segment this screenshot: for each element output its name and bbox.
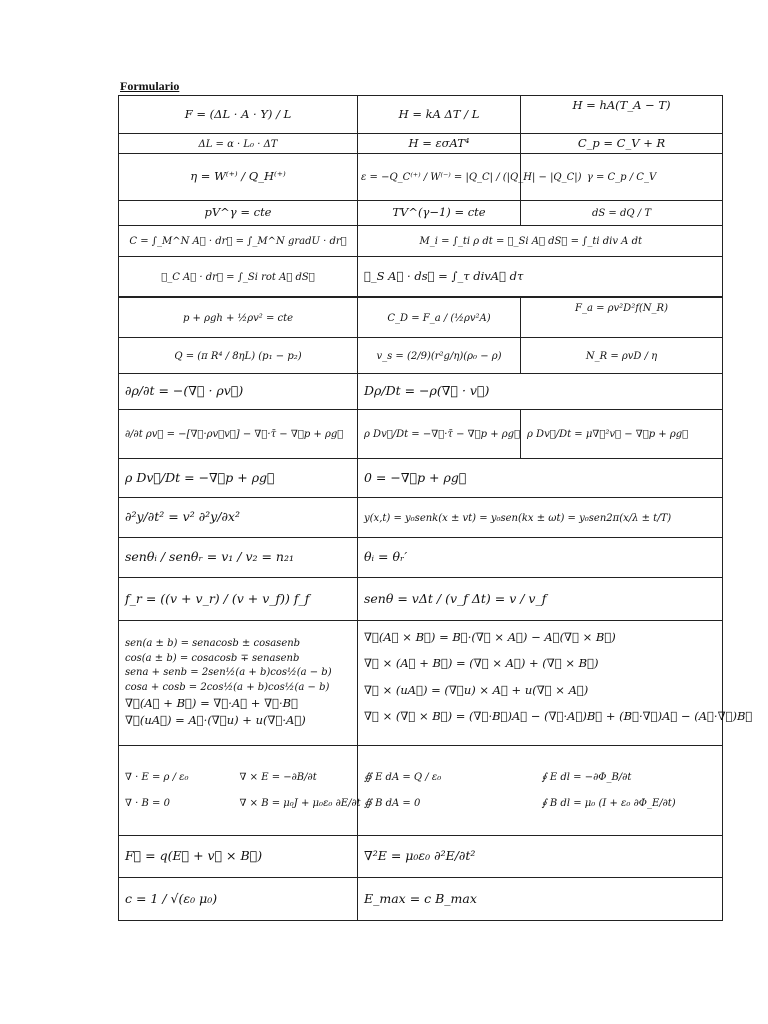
formula-cell (358, 154, 582, 201)
formula-entropy: dS = dQ / T (592, 208, 651, 220)
formula-drag-force: F_a = ρv²D²f(N_R) (575, 303, 668, 314)
formula-cell (119, 878, 358, 921)
formula-cell (521, 410, 723, 459)
identity-curl-sum: ∇⃗ × (A⃗ + B⃗) = (∇⃗ × A⃗) + (∇⃗ × B⃗) (364, 656, 599, 671)
formula-cell (358, 538, 723, 578)
formula-cell (358, 298, 521, 338)
formula-table-thermo (118, 95, 723, 297)
formula-reynolds: N_R = ρvD / η (585, 350, 658, 362)
formula-hydrostatic: 0 = −∇⃗p + ρg⃗ (364, 469, 467, 485)
formula-momentum-material: ρ Dv⃗/Dt = −∇⃗·τ̄ − ∇⃗p + ρg⃗ (364, 429, 521, 441)
identity-curl-product: ∇⃗ × (uA⃗) = (∇⃗u) × A⃗ + u(∇⃗ × A⃗) (364, 682, 589, 697)
formula-cell (358, 621, 753, 746)
formula-cell (119, 338, 358, 374)
formula-continuity-material: Dρ/Dt = −ρ(∇⃗ · v⃗) (364, 383, 490, 399)
maxwell-faraday-differential: ∇ × E = −∂B/∂t (239, 771, 317, 783)
formula-cell (358, 410, 521, 459)
formula-cell (119, 257, 358, 297)
maxwell-gauss-differential: ∇ · E = ρ / ε₀ (125, 771, 189, 783)
formula-cell (358, 338, 521, 374)
formula-gauss-divergence: ∯_S A⃗ · ds⃗ = ∫_τ divA⃗ dτ (364, 268, 524, 283)
formula-wave-function: y(x,t) = y₀senk(x ± vt) = y₀sen(kx ± ωt) = y₀sen2π(x/λ ± t/T) (364, 512, 672, 524)
formula-cell (119, 226, 358, 257)
formula-cell (358, 374, 723, 410)
formula-mach-cone: senθ = vΔt / (v_f Δt) = v / v_f (364, 590, 547, 606)
formula-em-wave-equation: ∇²E = μ₀ε₀ ∂²E/∂t² (364, 848, 476, 864)
formula-momentum: ∂/∂t ρv⃗ = −[∇⃗·ρv⃗v⃗] − ∇⃗·τ̄ − ∇⃗p + ρg⃗ (125, 429, 344, 441)
formula-cell (119, 410, 358, 459)
formula-cell (521, 134, 723, 154)
formula-adiabatic-tv: TV^(γ−1) = cte (392, 205, 486, 220)
formula-cell (358, 459, 723, 498)
formula-cell (521, 201, 723, 226)
formula-continuity: ∂ρ/∂t = −(∇⃗ · ρv⃗) (125, 383, 244, 399)
formula-snell: senθᵢ / senθᵣ = v₁ / v₂ = n₂₁ (125, 549, 295, 565)
maxwell-gauss-integral: ∯ E dA = Q / ε₀ (364, 771, 442, 783)
formula-cell (119, 154, 358, 201)
formula-field-ratio: E_max = c B_max (364, 890, 477, 906)
formula-cell (119, 96, 358, 134)
formula-reflection: θᵢ = θᵣ′ (364, 549, 408, 565)
formula-cell (358, 498, 723, 538)
formula-adiabatic-pv: pV^γ = cte (204, 205, 272, 220)
formula-cell (119, 201, 358, 226)
maxwell-gauss-magnetic-integral: ∯ B dA = 0 (364, 797, 421, 809)
formula-mayer: C_p = C_V + R (577, 135, 666, 150)
formula-cell (521, 298, 723, 338)
formula-speed-of-light: c = 1 / √(ε₀ μ₀) (125, 890, 218, 906)
identity-div-sum: ∇⃗(A⃗ + B⃗) = ∇⃗·A⃗ + ∇⃗·B⃗ (125, 696, 299, 711)
formula-young-modulus: F = (ΔL · A · Y) / L (184, 106, 292, 121)
formula-euler: ρ Dv⃗/Dt = −∇⃗p + ρg⃗ (125, 469, 275, 485)
formula-cell (119, 578, 358, 621)
formula-circulation: C = ∫_M^N A⃗ · dr⃗ = ∫_M^N gradU · dr⃗ (129, 236, 347, 248)
formula-cell (358, 201, 521, 226)
maxwell-ampere-integral: ∮ B dl = μ₀ (I + ε₀ ∂Φ_E/∂t) (541, 797, 676, 809)
formula-cell (119, 621, 358, 746)
formula-cell (119, 538, 358, 578)
identity-div-cross: ∇⃗(A⃗ × B⃗) = B⃗·(∇⃗ × A⃗) − A⃗(∇⃗ × B⃗) (364, 630, 616, 644)
formula-table-fluids-waves (118, 297, 753, 921)
formula-cell (358, 878, 723, 921)
identity-cos-add: cosa + cosb = 2cos½(a + b)cos½(a − b) (125, 681, 330, 693)
formula-stokes: ∮_C A⃗ · dr⃗ = ∫_Si rot A⃗ dS⃗ (161, 271, 315, 283)
formula-cell (119, 836, 358, 878)
formula-cell (119, 746, 361, 836)
formula-radiation: H = εσAT⁴ (408, 135, 470, 150)
formula-efficiency: η = W⁽⁺⁾ / Q_H⁽⁺⁾ (190, 169, 286, 184)
formula-poiseuille: Q = (π R⁴ / 8ηL) (p₁ − p₂) (174, 350, 302, 362)
identity-div-product: ∇⃗(uA⃗) = A⃗·(∇⃗u) + u(∇⃗·A⃗) (125, 713, 306, 727)
formula-heat-conduction: H = kA ΔT / L (398, 106, 480, 121)
identity-curl-curl: ∇⃗ × (∇⃗ × B⃗) = (∇⃗·B⃗)A⃗ − (∇⃗·A⃗)B⃗ + (B⃗·∇⃗)A⃗ − (A⃗·∇⃗)B⃗ (364, 709, 753, 724)
formula-cell (521, 338, 723, 374)
identity-cos-sum: cos(a ± b) = cosacosb ∓ senasenb (125, 652, 300, 664)
identity-sen-add: sena + senb = 2sen½(a + b)cos½(a − b) (125, 667, 332, 679)
maxwell-faraday-integral: ∮ E dl = −∂Φ_B/∂t (541, 771, 632, 783)
identity-sen-sum: sen(a ± b) = senacosb ± cosasenb (125, 638, 301, 650)
formula-cell (119, 134, 358, 154)
formula-wave-equation: ∂²y/∂t² = v² ∂²y/∂x² (125, 509, 240, 525)
document-title: Formulario (120, 79, 180, 93)
formula-lorentz-force: F⃗ = q(E⃗ + v⃗ × B⃗) (125, 848, 263, 864)
formula-bernoulli: p + ρgh + ½ρv² = cte (182, 312, 294, 324)
formula-doppler: f_r = ((v + v_r) / (v + v_f)) f_f (125, 590, 310, 606)
formula-flux: M_i = ∫_ti ρ dt = ∮_Si A⃗ dS⃗ = ∫_ti div A dt (419, 236, 642, 248)
formula-cell (358, 134, 521, 154)
formula-cell (119, 374, 358, 410)
formula-cell (358, 746, 723, 836)
formula-cell (119, 298, 358, 338)
formula-heat-convection: H = hA(T_A − T) (572, 98, 671, 112)
formula-drag-coefficient: C_D = F_a / (½ρv²A) (387, 312, 491, 324)
maxwell-ampere-differential: ∇ × B = μ₀J + μ₀ε₀ ∂E/∂t (239, 797, 361, 809)
formula-gamma: γ = C_p / C_V (586, 172, 657, 184)
formula-stokes-velocity: v_s = (2/9)(r²g/η)(ρ₀ − ρ) (376, 350, 502, 362)
formula-cell (119, 498, 358, 538)
formula-cell (521, 96, 723, 134)
maxwell-gauss-magnetic-differential: ∇ · B = 0 (125, 797, 170, 809)
formula-cell (358, 226, 723, 257)
formula-cell (358, 836, 723, 878)
formula-navier-stokes: ρ Dv⃗/Dt = μ∇⃗²v⃗ − ∇⃗p + ρg⃗ (527, 429, 689, 441)
formula-thermal-expansion: ΔL = α · L₀ · ΔT (198, 138, 278, 150)
formula-cell (358, 257, 723, 297)
formula-cell (119, 459, 358, 498)
formula-cop: ε = −Q_C⁽⁺⁾ / W⁽⁻⁾ = |Q_C| / (|Q_H| − |Q_C|) (361, 172, 582, 184)
formula-cell (358, 96, 521, 134)
formula-cell (358, 578, 723, 621)
